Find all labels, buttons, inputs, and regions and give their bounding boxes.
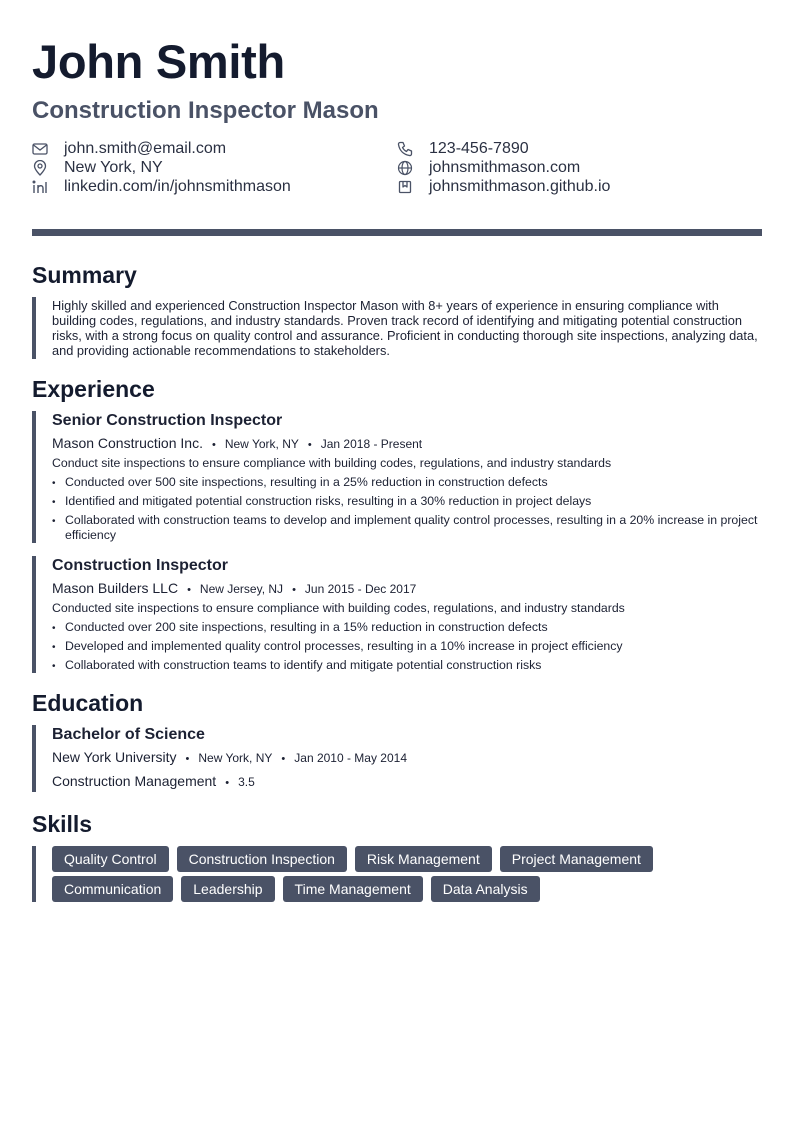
skills-list: [52, 846, 752, 902]
skills-heading: Skills: [32, 811, 93, 837]
skill-chip: Quality Control: [52, 846, 169, 872]
contact-list: [32, 140, 762, 196]
list-item: • Collaborated with construction teams to identify and mitigate potential construction risks: [52, 658, 762, 673]
contact-phone[interactable]: [397, 140, 762, 158]
job-bullets: [52, 620, 762, 673]
phone-text: 123-456-7890: [429, 140, 529, 157]
list-item: • Developed and implemented quality control processes, resulting in a 10% increase in project efficiency: [52, 639, 762, 654]
separator-dot: •: [185, 753, 190, 765]
job-description: Conducted site inspections to ensure compliance with building codes, regulations, and industry standards: [52, 601, 625, 615]
major-text: Construction Management: [52, 773, 217, 789]
contact-website[interactable]: [397, 159, 762, 177]
job-title: Senior Construction Inspector: [52, 412, 283, 429]
education-meta: [52, 748, 762, 768]
separator-dot: •: [225, 777, 230, 789]
list-item: • Identified and mitigated potential construction risks, resulting in a 30% reduction in project delays: [52, 494, 762, 509]
github-text: johnsmithmason.github.io: [429, 178, 611, 195]
school-name: New York University: [52, 749, 177, 765]
gpa-text: 3.5: [238, 775, 255, 789]
bookmark-icon: [397, 179, 413, 195]
list-item: • Conducted over 500 site inspections, resulting in a 25% reduction in construction defects: [52, 475, 762, 490]
skill-chip: Time Management: [283, 876, 423, 902]
contact-email[interactable]: [32, 140, 397, 158]
experience-heading: Experience: [32, 376, 155, 402]
job-location: New York, NY: [224, 437, 299, 451]
candidate-name: John Smith: [32, 35, 285, 88]
phone-icon: [397, 141, 413, 157]
linkedin-icon: [32, 179, 48, 195]
job-meta: [52, 434, 762, 454]
job-entry: [32, 556, 762, 673]
summary-section: [32, 297, 762, 359]
contact-github[interactable]: [397, 178, 762, 196]
job-bullets: [52, 475, 762, 543]
linkedin-text: linkedin.com/in/johnsmithmason: [64, 178, 291, 195]
separator-dot: •: [211, 439, 216, 451]
candidate-role: Construction Inspector Mason: [32, 97, 379, 124]
education-entry: [32, 725, 762, 792]
job-location: New Jersey, NJ: [199, 582, 284, 596]
contact-linkedin[interactable]: [32, 178, 397, 196]
school-location: New York, NY: [198, 751, 273, 765]
job-title: Construction Inspector: [52, 557, 229, 574]
email-text: john.smith@email.com: [64, 140, 227, 157]
list-item: • Conducted over 200 site inspections, resulting in a 15% reduction in construction defects: [52, 620, 762, 635]
degree-title: Bachelor of Science: [52, 726, 205, 743]
map-pin-icon: [32, 160, 48, 176]
skills-section: [32, 846, 762, 902]
resume-page: [32, 36, 762, 902]
header-divider: [32, 229, 762, 236]
contact-location: [32, 159, 397, 177]
job-dates: Jun 2015 - Dec 2017: [304, 582, 417, 596]
list-item: • Collaborated with construction teams to develop and implement quality control processes, resulting in a 20% increase in project efficiency: [52, 513, 762, 543]
mail-icon: [32, 141, 48, 157]
skill-chip: Project Management: [500, 846, 653, 872]
location-text: New York, NY: [64, 159, 163, 176]
summary-heading: Summary: [32, 262, 137, 288]
separator-dot: •: [292, 584, 296, 596]
job-company: Mason Construction Inc.: [52, 435, 203, 451]
separator-dot: •: [187, 584, 191, 596]
education-major-row: [52, 772, 762, 792]
education-heading: Education: [32, 690, 144, 716]
summary-text: Highly skilled and experienced Construction Inspector Mason with 8+ years of experience in ensuring compliance with building codes, regulations, and industry standards. Proven track record of identifying and mitigating potential construction risks, with a strong focus on quality control and assurance. Proficient in conducting thorough site inspections, analyzing data, and providing actionable recommendations to stakeholders.: [52, 298, 758, 358]
job-dates: Jan 2018 - Present: [320, 437, 423, 451]
skill-chip: Data Analysis: [431, 876, 540, 902]
skill-chip: Communication: [52, 876, 173, 902]
job-description: Conduct site inspections to ensure compliance with building codes, regulations, and industry standards: [52, 456, 612, 470]
school-dates: Jan 2010 - May 2014: [294, 751, 408, 765]
separator-dot: •: [307, 439, 312, 451]
skill-chip: Leadership: [181, 876, 274, 902]
globe-icon: [397, 160, 413, 176]
job-meta: [52, 579, 762, 599]
job-entry: [32, 411, 762, 543]
separator-dot: •: [281, 753, 286, 765]
website-text: johnsmithmason.com: [429, 159, 581, 176]
skill-chip: Construction Inspection: [177, 846, 347, 872]
job-company: Mason Builders LLC: [52, 580, 179, 596]
skill-chip: Risk Management: [355, 846, 492, 872]
